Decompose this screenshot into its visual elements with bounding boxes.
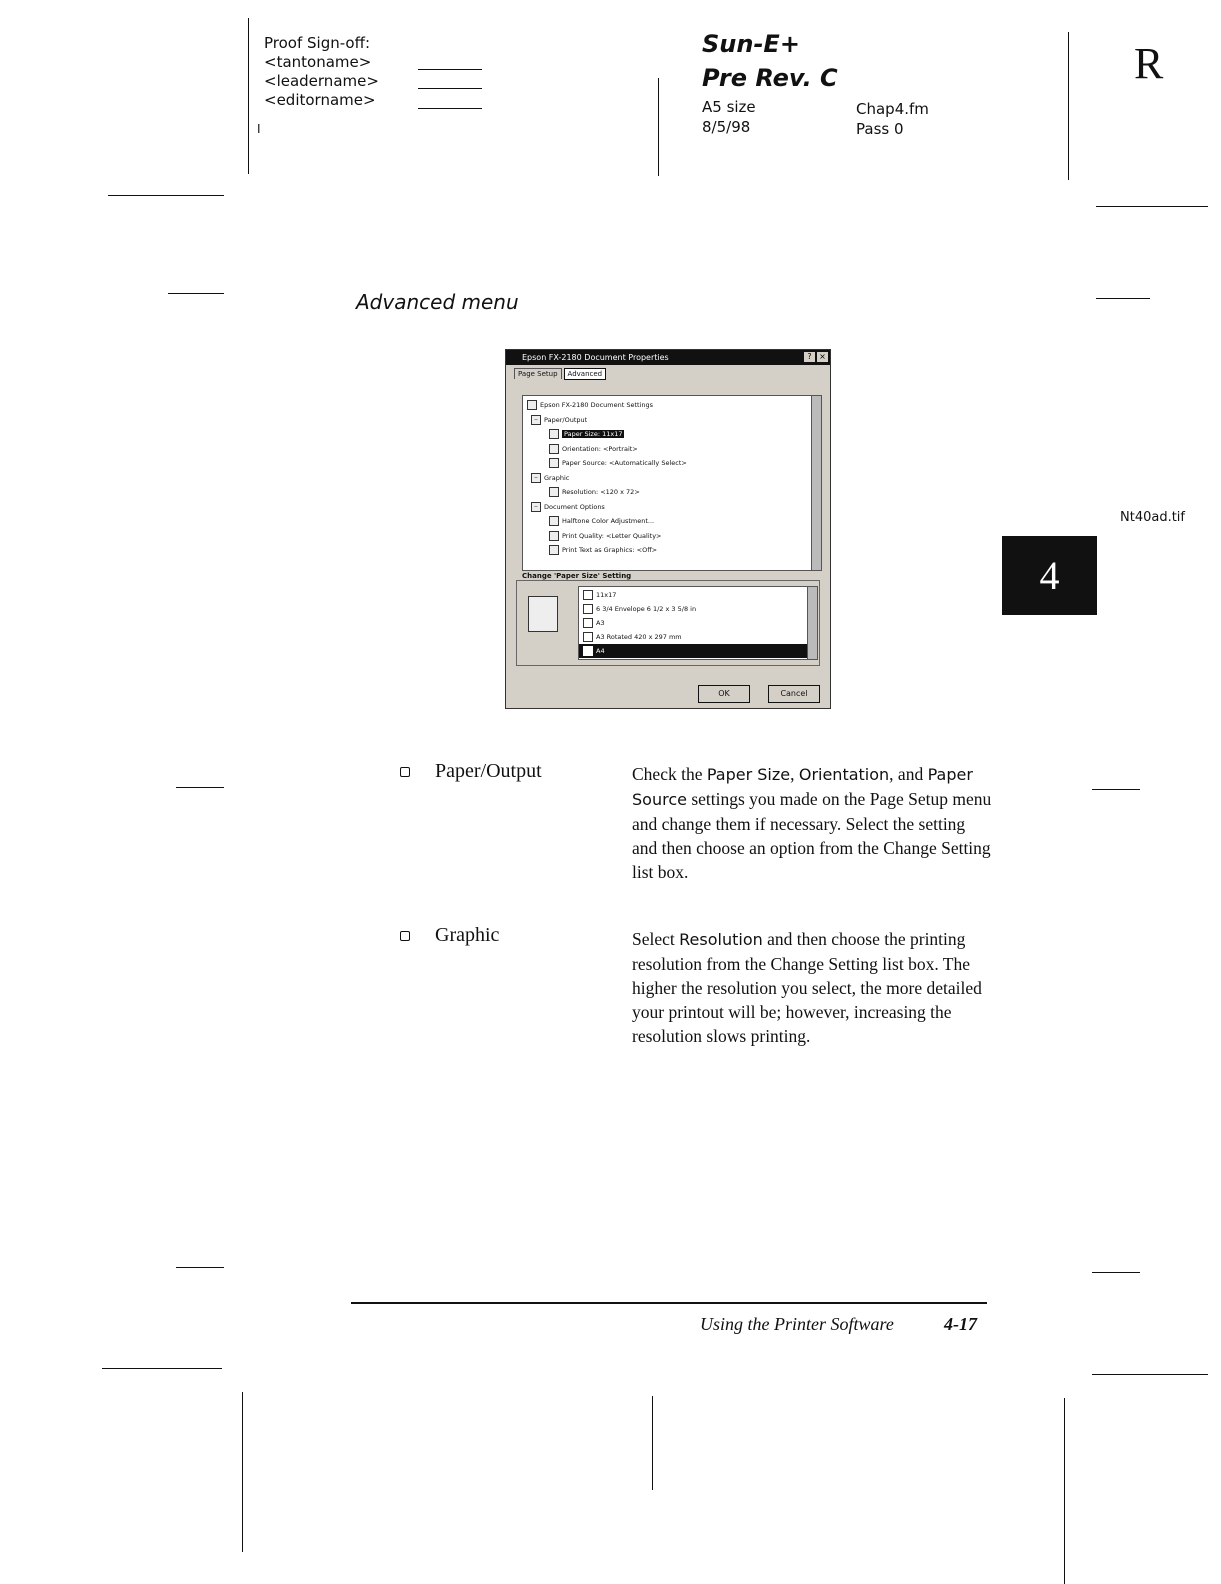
crop-rule xyxy=(1092,789,1140,790)
item-desc-graphic: Select Resolution and then choose the printing resolution from the Change Setting list box. The higher the resolution you select, the more detailed your printout will be; however, increasing the resolution slows printing. xyxy=(632,929,982,1046)
orientation-icon xyxy=(549,444,559,454)
crop-rule xyxy=(1096,206,1208,207)
crop-rule xyxy=(1092,1374,1208,1375)
tree-item[interactable]: Print Quality: <Letter Quality> xyxy=(527,529,821,544)
folder-icon: − xyxy=(531,415,541,425)
signature-line xyxy=(418,69,482,70)
chapter-thumb-tab: 4 xyxy=(1002,536,1097,615)
crop-rule xyxy=(176,1267,224,1268)
list-item[interactable]: A3 Rotated 420 x 297 mm xyxy=(583,630,817,644)
proof-signoff-label: Proof Sign-off: xyxy=(264,34,370,52)
crop-rule xyxy=(242,1392,243,1552)
tab-advanced[interactable]: Advanced xyxy=(564,368,607,380)
envelope-icon xyxy=(583,604,593,614)
tree-item[interactable]: Paper Size: 11x17 xyxy=(527,427,821,442)
quality-icon xyxy=(549,531,559,541)
crop-rule xyxy=(168,293,224,294)
crop-rule xyxy=(176,787,224,788)
tree-item[interactable]: Epson FX-2180 Document Settings xyxy=(527,398,821,413)
list-item-selected[interactable]: A4 xyxy=(579,644,808,658)
settings-tree[interactable] xyxy=(522,395,822,571)
checkbox-bullet-icon xyxy=(400,767,410,777)
tree-scrollbar[interactable] xyxy=(811,396,821,570)
header-revision: Pre Rev. C xyxy=(702,64,838,92)
header-pass: Pass 0 xyxy=(856,120,904,138)
tree-item[interactable]: Orientation: <Portrait> xyxy=(527,442,821,457)
tree-item[interactable]: Resolution: <120 x 72> xyxy=(527,485,821,500)
crop-rule xyxy=(1092,1272,1140,1273)
pin-icon xyxy=(549,545,559,555)
item-term-graphic: Graphic xyxy=(435,924,500,946)
proof-tantoname: <tantoname> xyxy=(264,53,372,71)
checkbox-bullet-icon xyxy=(400,931,410,941)
tree-item[interactable]: Halftone Color Adjustment... xyxy=(527,514,821,529)
header-file: Chap4.fm xyxy=(856,100,929,118)
item-term-paper-output: Paper/Output xyxy=(435,760,542,782)
paper-icon xyxy=(583,590,593,600)
tray-icon xyxy=(549,458,559,468)
change-setting-label: Change 'Paper Size' Setting xyxy=(522,572,632,580)
dialog-title: Epson FX-2180 Document Properties xyxy=(522,353,669,362)
footer-rule xyxy=(351,1302,987,1304)
list-item[interactable]: 11x17 xyxy=(583,588,817,602)
ok-button[interactable]: OK xyxy=(698,685,750,703)
tree-item[interactable]: Print Text as Graphics: <Off> xyxy=(527,543,821,558)
paper-size-icon xyxy=(528,596,558,632)
paper-icon xyxy=(583,618,593,628)
printer-icon xyxy=(527,400,537,410)
footer-section: Using the Printer Software xyxy=(700,1314,894,1334)
graphic-icon: − xyxy=(531,473,541,483)
crop-rule xyxy=(102,1368,222,1369)
corner-mark: R xyxy=(1134,39,1164,88)
paper-icon xyxy=(583,632,593,642)
signature-line xyxy=(418,88,482,89)
crop-rule xyxy=(1064,1398,1065,1584)
resolution-icon xyxy=(549,487,559,497)
tree-item[interactable]: − Paper/Output xyxy=(527,413,821,428)
figure-caption: Advanced menu xyxy=(356,290,519,314)
font-icon: − xyxy=(531,502,541,512)
item-desc-paper-output: Check the Paper Size, Orientation, and Paper Source settings you made on the Page Setup menu and change them if necessary. Select the setting and then choose an option from the Change Setting list box. xyxy=(632,764,992,882)
crop-rule xyxy=(248,18,249,174)
color-icon xyxy=(549,516,559,526)
list-scrollbar[interactable] xyxy=(807,587,817,659)
crop-rule xyxy=(1068,32,1069,180)
image-file-id: Nt40ad.tif xyxy=(1120,510,1185,525)
paper-icon xyxy=(583,646,593,656)
tab-page-setup[interactable]: Page Setup xyxy=(514,368,562,379)
dialog-titlebar xyxy=(506,350,830,365)
header-size: A5 size xyxy=(702,98,756,116)
footer-page-number: 4-17 xyxy=(944,1314,977,1334)
crop-rule xyxy=(1096,298,1150,299)
header-date: 8/5/98 xyxy=(702,118,751,136)
cancel-button[interactable]: Cancel xyxy=(768,685,820,703)
crop-rule xyxy=(658,78,659,176)
close-button[interactable]: × xyxy=(817,352,828,362)
cursor-mark: I xyxy=(257,122,261,136)
paper-icon xyxy=(549,429,559,439)
crop-rule xyxy=(108,195,224,196)
header-title: Sun-E+ xyxy=(702,30,800,58)
crop-rule xyxy=(652,1396,653,1490)
list-item[interactable]: A3 xyxy=(583,616,817,630)
tree-item[interactable]: − Document Options xyxy=(527,500,821,515)
change-setting-list[interactable] xyxy=(578,586,818,660)
proof-leadername: <leadername> xyxy=(264,72,379,90)
tree-item[interactable]: Paper Source: <Automatically Select> xyxy=(527,456,821,471)
dialog-tabs xyxy=(514,368,608,380)
tree-item[interactable]: − Graphic xyxy=(527,471,821,486)
document-properties-dialog xyxy=(505,349,831,709)
list-item[interactable]: 6 3/4 Envelope 6 1/2 x 3 5/8 in xyxy=(583,602,817,616)
help-button[interactable]: ? xyxy=(804,352,815,362)
signature-line xyxy=(418,108,482,109)
proof-editorname: <editorname> xyxy=(264,91,376,109)
